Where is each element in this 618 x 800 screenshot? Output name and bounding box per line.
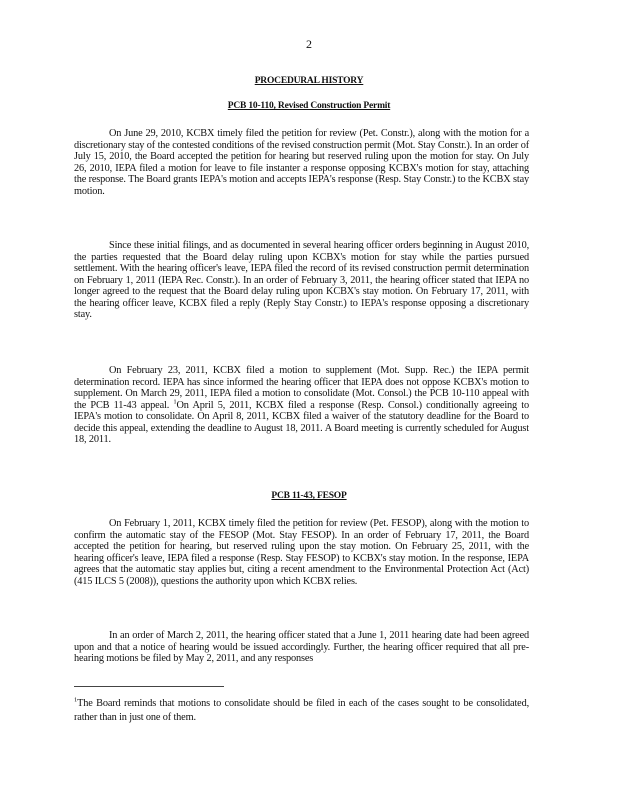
section-heading bbox=[0, 76, 618, 86]
paragraph-text: On June 29, 2010, KCBX timely filed the petition for review (Pet. Constr.), along with the motion for a discretionary stay of the contested conditions of the revised construction permit (Mot. Stay Constr.). In an order of July 15, 2010, the Board accepted the petition for hearing but reserved ruling upon the motion for stay. On July 26, 2010, IEPA filed a motion for leave to file instanter a response opposing KCBX's motion for stay, attaching the response. The Board grants IEPA's motion and accepts IEPA's response (Resp. Stay Constr.) to the KCBX stay motion. bbox=[74, 128, 529, 197]
subsection-heading-fesop bbox=[0, 491, 618, 501]
paragraph bbox=[74, 365, 529, 446]
paragraph-text: In an order of March 2, 2011, the hearing officer stated that a June 1, 2011 hearing date had been agreed upon and that a notice of hearing would be issued accordingly. Further, the hearing officer required that all pre-hearing motions be filed by May 2, 2011, and any responses bbox=[74, 630, 529, 665]
footnote-reference: 1 bbox=[173, 398, 177, 406]
subsection-heading-text: PCB 10-110, Revised Construction Permit bbox=[227, 101, 391, 111]
footnote-divider bbox=[74, 686, 224, 687]
page-number: 2 bbox=[306, 37, 312, 51]
paragraph bbox=[74, 240, 529, 321]
paragraph bbox=[74, 518, 529, 587]
paragraph-text: On February 1, 2011, KCBX timely filed the petition for review (Pet. FESOP), along with the motion to confirm the automatic stay of the FESOP (Mot. Stay FESOP). In an order of February 17, 2011, the Board accepted the petition for hearing, but reserved ruling upon the stay motion. On February 25, 2011, with the hearing officer's leave, IEPA filed a response (Resp. Stay FESOP) to KCBX's stay motion. In the response, IEPA agrees that the automatic stay applies but, citing a recent amendment to the Environmental Protection Act (Act) (415 ILCS 5 (2008)), questions the authority upon which KCBX relies. bbox=[74, 518, 529, 587]
footnote-number: 1 bbox=[74, 696, 78, 704]
paragraph-text-continued: On April 5, 2011, KCBX filed a response (Resp. Consol.) conditionally agreeing to IEPA's motion to consolidate. On April 8, 2011, KCBX filed a waiver of the statutory deadline for the Board to decide this appeal, extending the deadline to August 18, 2011. A Board meeting is currently scheduled for August 18, 2011. bbox=[74, 399, 529, 446]
footnote-text: The Board reminds that motions to consolidate should be filed in each of the cases sought to be consolidated, rather than in just one of them. bbox=[74, 698, 529, 723]
subsection-heading-text: PCB 11-43, FESOP bbox=[271, 491, 347, 501]
subsection-heading-construction-permit bbox=[0, 101, 618, 111]
paragraph-text: Since these initial filings, and as documented in several hearing officer orders beginning in August 2010, the parties requested that the Board delay ruling upon KCBX's motion for stay while the parties pursued settlement. With the hearing officer's leave, IEPA filed the record of its revised construction permit determination on February 1, 2011 (IEPA Rec. Constr.). In an order of February 3, 2011, the hearing officer stated that IEPA no longer agreed to the request that the Board delay ruling upon KCBX's stay motion. On February 17, 2011, with the hearing officer leave, KCBX filed a reply (Reply Stay Constr.) to IEPA's response opposing a discretionary stay. bbox=[74, 240, 529, 321]
paragraph bbox=[74, 630, 529, 665]
section-heading-text: PROCEDURAL HISTORY bbox=[254, 76, 364, 86]
paragraph-text-start: On February 23, 2011, KCBX filed a motion to supplement (Mot. Supp. Rec.) the IEPA permit determination record. IEPA has since informed the hearing officer that IEPA does not oppose KCBX's motion to supplement. On March 29, 2011, IEPA filed a motion to consolidate (Mot. Consol.) the PCB 10-110 appeal with the PCB 11-43 appeal. bbox=[74, 365, 529, 411]
footnote bbox=[74, 697, 529, 725]
paragraph bbox=[74, 128, 529, 197]
paragraph-text bbox=[74, 365, 529, 446]
